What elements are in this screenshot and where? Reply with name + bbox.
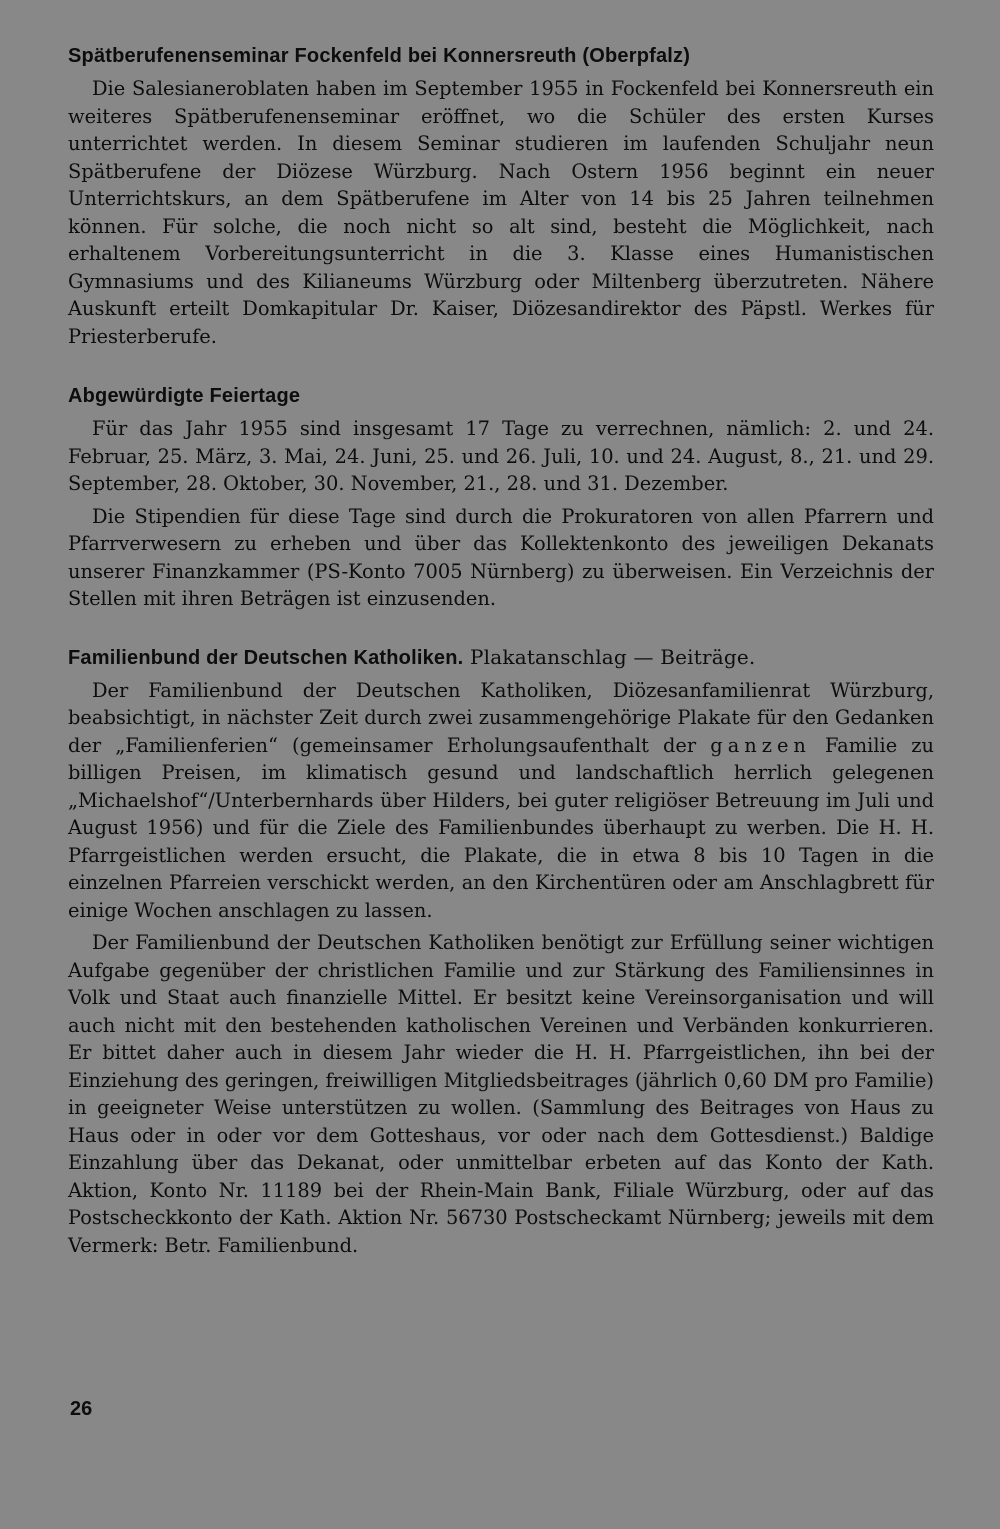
section-spacer	[68, 350, 934, 382]
section-heading-subtitle: Plakatanschlag — Beiträge.	[463, 644, 756, 669]
paragraph-part: Der Familienbund der Deutschen Katholiken, Diözesanfamilienrat Würzburg, beabsichtigt, in nächster Zeit durch zwei zusammengehörige Plakate für den Gedanken der „Familienferien“ (gemeinsamer Erholungsaufenthalt der	[68, 678, 934, 757]
section-familienbund	[68, 643, 934, 1260]
paragraph: Die Salesianeroblaten haben im September 1955 in Fockenfeld bei Konnersreuth ein weiteres Spätberufenenseminar eröffnet, wo die Schüler des ersten Kurses unterrichtet werden. In diesem Seminar studieren im laufenden Schuljahr neun Spätberufene der Diözese Würzburg. Nach Ostern 1956 beginnt ein neuer Unterrichtskurs, an dem Spätberufene im Alter von 14 bis 25 Jahren teilnehmen können. Für solche, die noch nicht so alt sind, besteht die Möglichkeit, nach erhaltenem Vorbereitungsunterricht in die 3. Klasse eines Humanistischen Gymnasiums und des Kilianeums Würzburg oder Miltenberg überzutreten. Nähere Auskunft erteilt Domkapitular Dr. Kaiser, Diözesandirektor des Päpstl. Werkes für Priesterberufe.	[68, 77, 934, 348]
paragraph-part: Familie zu billigen Preisen, im klimatisch gesund und landschaftlich herrlich gelegenen „Michaelshof“/Unterbernhards über Hilders, bei guter religiöser Betreuung im Juli und August 1956) und für die Ziele des Familienbundes überhaupt zu werben. Die H. H. Pfarrgeistlichen werden ersucht, die Plakate, die in etwa 8 bis 10 Tagen in die einzelnen Pfarreien verschickt werden, an den Kirchentüren oder am Anschlagbrett für einige Wochen anschlagen zu lassen.	[68, 733, 934, 922]
section-spaetberufenenseminar	[68, 42, 934, 350]
section-spacer	[68, 613, 934, 643]
paragraph: Für das Jahr 1955 sind insgesamt 17 Tage zu verrechnen, nämlich: 2. und 24. Februar, 25. März, 3. Mai, 24. Juni, 25. und 26. Juli, 10. und 24. August, 8., 21. und 29. September, 28. Oktober, 30. November, 21., 28. und 31. Dezember.	[68, 417, 934, 495]
section-heading	[68, 643, 934, 673]
paragraph: Der Familienbund der Deutschen Katholiken benötigt zur Erfüllung seiner wichtigen Aufgabe gegenüber der christlichen Familie und zur Stärkung des Familiensinnes in Volk und Staat auch finanzielle Mittel. Er besitzt keine Vereinsorganisation und will auch nicht mit den bestehenden katholischen Vereinen und Verbänden konkurrieren. Er bittet daher auch in diesem Jahr wieder die H. H. Pfarrgeistlichen, ihn bei der Einziehung des geringen, freiwilligen Mitgliedsbeitrages (jährlich 0,60 DM pro Familie) in geeigneter Weise unterstützen zu wollen. (Sammlung des Beitrages von Haus zu Haus oder in oder vor dem Gotteshaus, vor oder nach dem Gottesdienst.) Baldige Einzahlung über das Dekanat, oder unmittelbar erbeten auf das Konto der Kath. Aktion, Konto Nr. 11189 bei der Rhein-Main Bank, Filiale Würzburg, oder auf das Postscheckkonto der Kath. Aktion Nr. 56730 Postscheckamt Nürnberg; jeweils mit dem Vermerk: Betr. Familienbund.	[68, 931, 934, 1257]
section-heading-bold: Familienbund der Deutschen Katholiken.	[68, 646, 464, 669]
paragraph	[68, 677, 934, 925]
section-heading: Spätberufenenseminar Fockenfeld bei Konnersreuth (Oberpfalz)	[68, 45, 691, 67]
page-number: 26	[70, 1398, 93, 1420]
paragraph: Die Stipendien für diese Tage sind durch die Prokuratoren von allen Pfarrern und Pfarrverwesern zu erheben und über das Kollektenkonto des jeweiligen Dekanats unserer Finanzkammer (PS-Konto 7005 Nürnberg) zu überweisen. Ein Verzeichnis der Stellen mit ihren Beträgen ist einzusenden.	[68, 504, 934, 610]
section-heading: Abgewürdigte Feiertage	[68, 385, 301, 407]
spaced-emphasis: ganzen	[710, 733, 811, 757]
document-page	[68, 42, 934, 1259]
section-abgewuerdigte-feiertage	[68, 382, 934, 613]
